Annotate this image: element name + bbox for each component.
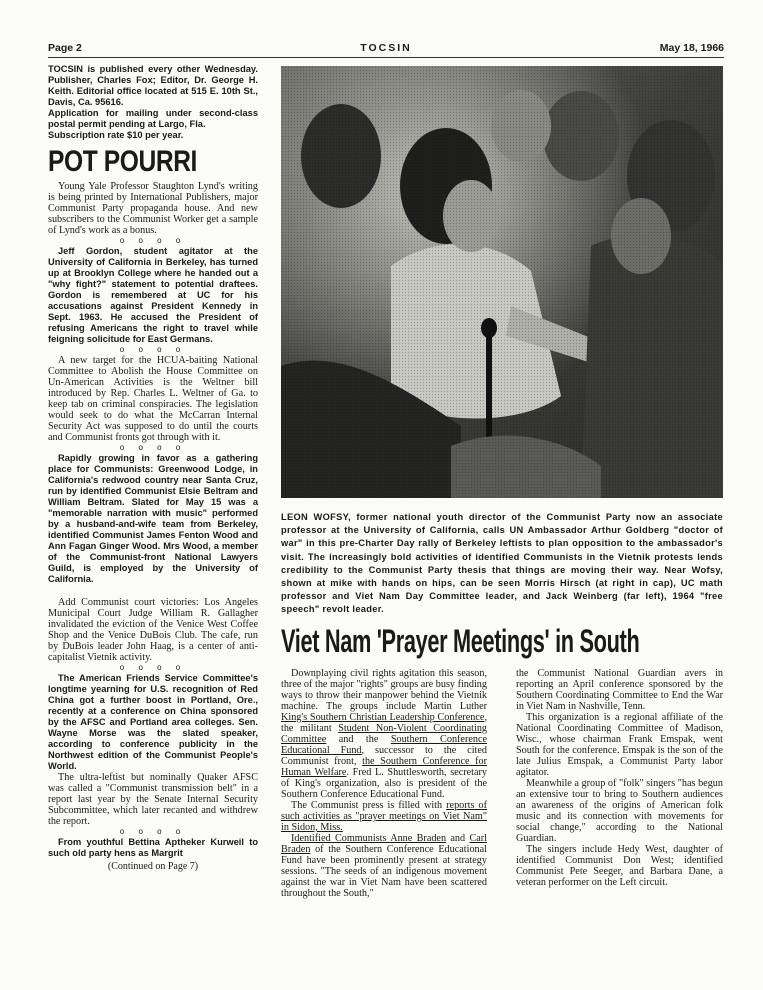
header-rule xyxy=(48,57,724,58)
page-header xyxy=(48,42,724,56)
issue-date: May 18, 1966 xyxy=(659,42,724,54)
article-text: of the Southern Conference Educational Fund have been prominently present at strategy sessions. "The seeds of an indigenous movement against the war in Viet Nam have been scattered throughout the South," xyxy=(281,844,487,899)
photo-caption-text: LEON WOFSY, former national youth director of the Communist Party now an associate professor at the University of California, calls UN Ambassador Arthur Goldberg "doctor of war" in this pre-Charter Day rally of Berkeley leftists to plan opposition to the ambassador's visit. The increasingly bold activities of identified Communists in the Vietnik protests lends credibility to the Communist Party thesis that things are moving their way. Near Wofsy, shown at mike with hands on hips, can be seen Morris Hirsch (at right in cap), UC math professor and Viet Nam Day Committee leader, and Jack Weinberg (far left), 1964 "free speech" revolt leader. xyxy=(281,512,723,615)
viet-nam-headline xyxy=(281,621,723,665)
item-divider: o o o o xyxy=(119,345,187,354)
pot-pourri-item: Add Communist court victories: Los Angeles Municipal Court Judge William R. Gallagher invalidated the eviction of the Venice West Coffee Shop and the Venice DuBois Club. The cafe, run by DuBois leader John Haag, is a center of anti-capitalist Vietnik activity. xyxy=(48,597,258,663)
article-text: , the militant xyxy=(281,712,487,734)
underlined-text: Identified Communists Anne Braden xyxy=(291,833,447,844)
masthead-box xyxy=(48,64,258,141)
masthead-publication-info: TOCSIN is published every other Wednesday. Publisher, Charles Fox; Editor, Dr. George H. Keith. Editorial office located at 515 E. 10th St., Davis, Ca. 95616. xyxy=(48,64,258,107)
pot-pourri-item: The American Friends Service Committee's longtime yearning for U.S. recognition of Red China got a further boost in Portland, Ore., recently at a conference on China sponsored by the AFSC and Portland area colleges. Sen. Wayne Morse was the slated speaker, according to conference publicity in the Northwest edition of the Communist People's World. xyxy=(48,673,258,771)
article-text: and xyxy=(446,833,470,844)
pot-pourri-item: Young Yale Professor Staughton Lynd's writing is being printed by International Publishers, major Communist Party propaganda house. And new subscribers to the Communist Worker get a sample of Lynd's work as a bonus. xyxy=(48,181,258,236)
item-divider: o o o o xyxy=(119,827,187,836)
pot-pourri-item: From youthful Bettina Aptheker Kurweil to such old party hens as Margrit xyxy=(48,837,258,858)
underlined-text: Southern Conference Educational Fund xyxy=(281,734,488,756)
article-text: , successor to the cited Communist front, xyxy=(281,745,487,767)
article-paragraph: The singers include Hedy West, daughter of identified Communist Don West; identified Communist Pete Seeger, and Barbara Dane, a veteran performer on the Left circuit. xyxy=(516,844,723,888)
item-divider: o o o o xyxy=(119,443,187,452)
article-paragraph: Meanwhile a group of "folk" singers "has begun an extensive tour to bring to Southern audiences an awareness of the origins of American folk music and its connection with movements for social change," according to the National Guardian. xyxy=(516,778,723,844)
left-column xyxy=(48,64,258,872)
pot-pourri-item: The ultra-leftist but nominally Quaker AFSC was called a "Communist transmission belt" in a report last year by the Senate Internal Security Subcommittee, which later recanted and withdrew the report. xyxy=(48,772,258,827)
underlined-text: the Southern Conference for Human Welfare xyxy=(281,756,488,778)
article-text: The Communist press is filled with xyxy=(291,800,447,811)
item-divider: o o o o xyxy=(119,663,187,672)
column-gap xyxy=(48,585,258,597)
article-paragraph: the Communist National Guardian avers in reporting an April conference sponsored by the Southern Coordinating Committee to End the War in Viet Nam in Nashville, Tenn. xyxy=(516,668,723,712)
photo-image xyxy=(281,66,723,498)
article-paragraph xyxy=(281,833,487,899)
page-number: Page 2 xyxy=(48,42,82,54)
article-text: Downplaying civil rights agitation this season, three of the major "rights" groups are busy finding ways to throw their manpower behind the Vietnik machine. The groups include Martin Luther xyxy=(281,668,487,712)
article-paragraph: This organization is a regional affiliate of the National Coordinating Committee of Madison, Wisc., whose chairman Frank Emspak, went South for the conference. Emspak is the son of the late Julius Emspak, a Communist Party labor agitator. xyxy=(516,712,723,778)
underlined-text: Student Non-Violent Coordinating Committee xyxy=(281,723,488,745)
article-paragraph xyxy=(281,668,487,800)
continued-note: (Continued on Page 7) xyxy=(107,861,199,872)
pot-pourri-item: A new target for the HCUA-baiting National Committee to Abolish the House Committee on Un-American Activities is the Weltner bill introduced by Rep. Charles L. Weltner of Ga. to keep tab on criminal conspiracies. The legislation would seek to do what the McCarran Internal Security Act was supposed to do until the courts and Communist fronts got through with it. xyxy=(48,355,258,443)
publication-title: TOCSIN xyxy=(360,42,412,54)
underlined-text: Carl Braden xyxy=(281,833,487,855)
article-text: . Fred L. Shuttlesworth, secretary of King's organization, also is president of the Southern Conference Educational Fund. xyxy=(281,767,487,800)
underlined-text: King's Southern Christian Leadership Conference xyxy=(281,712,485,723)
article-text: and the xyxy=(326,734,391,745)
rally-photograph xyxy=(281,66,723,498)
item-divider: o o o o xyxy=(119,236,187,245)
photo-caption xyxy=(281,511,723,617)
masthead-mailing-info: Application for mailing under second-class postal permit pending at Largo, Fla. xyxy=(48,108,258,129)
pot-pourri-item: Rapidly growing in favor as a gathering place for Communists: Greenwood Lodge, in California's redwood country near Santa Cruz, run by identified Communist Elsie Beltram and William Beltram. Slated for May 15 was a "memorable narration with music" performed by a husband-and-wife team from Berkeley, identified Communist James Fenton Wood and Ann Fagan Ginger Wood. Mrs Wood, a member of the Communist-front National Lawyers Guild, is employed by the University of California. xyxy=(48,453,258,584)
article-column-1 xyxy=(281,668,487,899)
viet-nam-headline-text: Viet Nam 'Prayer Meetings' in South xyxy=(281,623,640,659)
pot-pourri-headline: POT POURRI xyxy=(48,145,197,178)
underlined-text: reports of such activities as "prayer meetings on Viet Nam" in Sidon, Miss. xyxy=(281,800,488,833)
article-column-2 xyxy=(516,668,723,888)
article-paragraph xyxy=(281,800,487,833)
pot-pourri-item: Jeff Gordon, student agitator at the University of California in Berkeley, has turned up at Brooklyn College where he handed out a "why fight?" statement to potential draftees. Gordon is remembered at UC for his accusations against President Kennedy in Sept. 1963. He accused the President of refusing Americans the right to travel while feigning solicitude for East Germans. xyxy=(48,246,258,344)
masthead-subscription-rate: Subscription rate $10 per year. xyxy=(48,130,184,140)
